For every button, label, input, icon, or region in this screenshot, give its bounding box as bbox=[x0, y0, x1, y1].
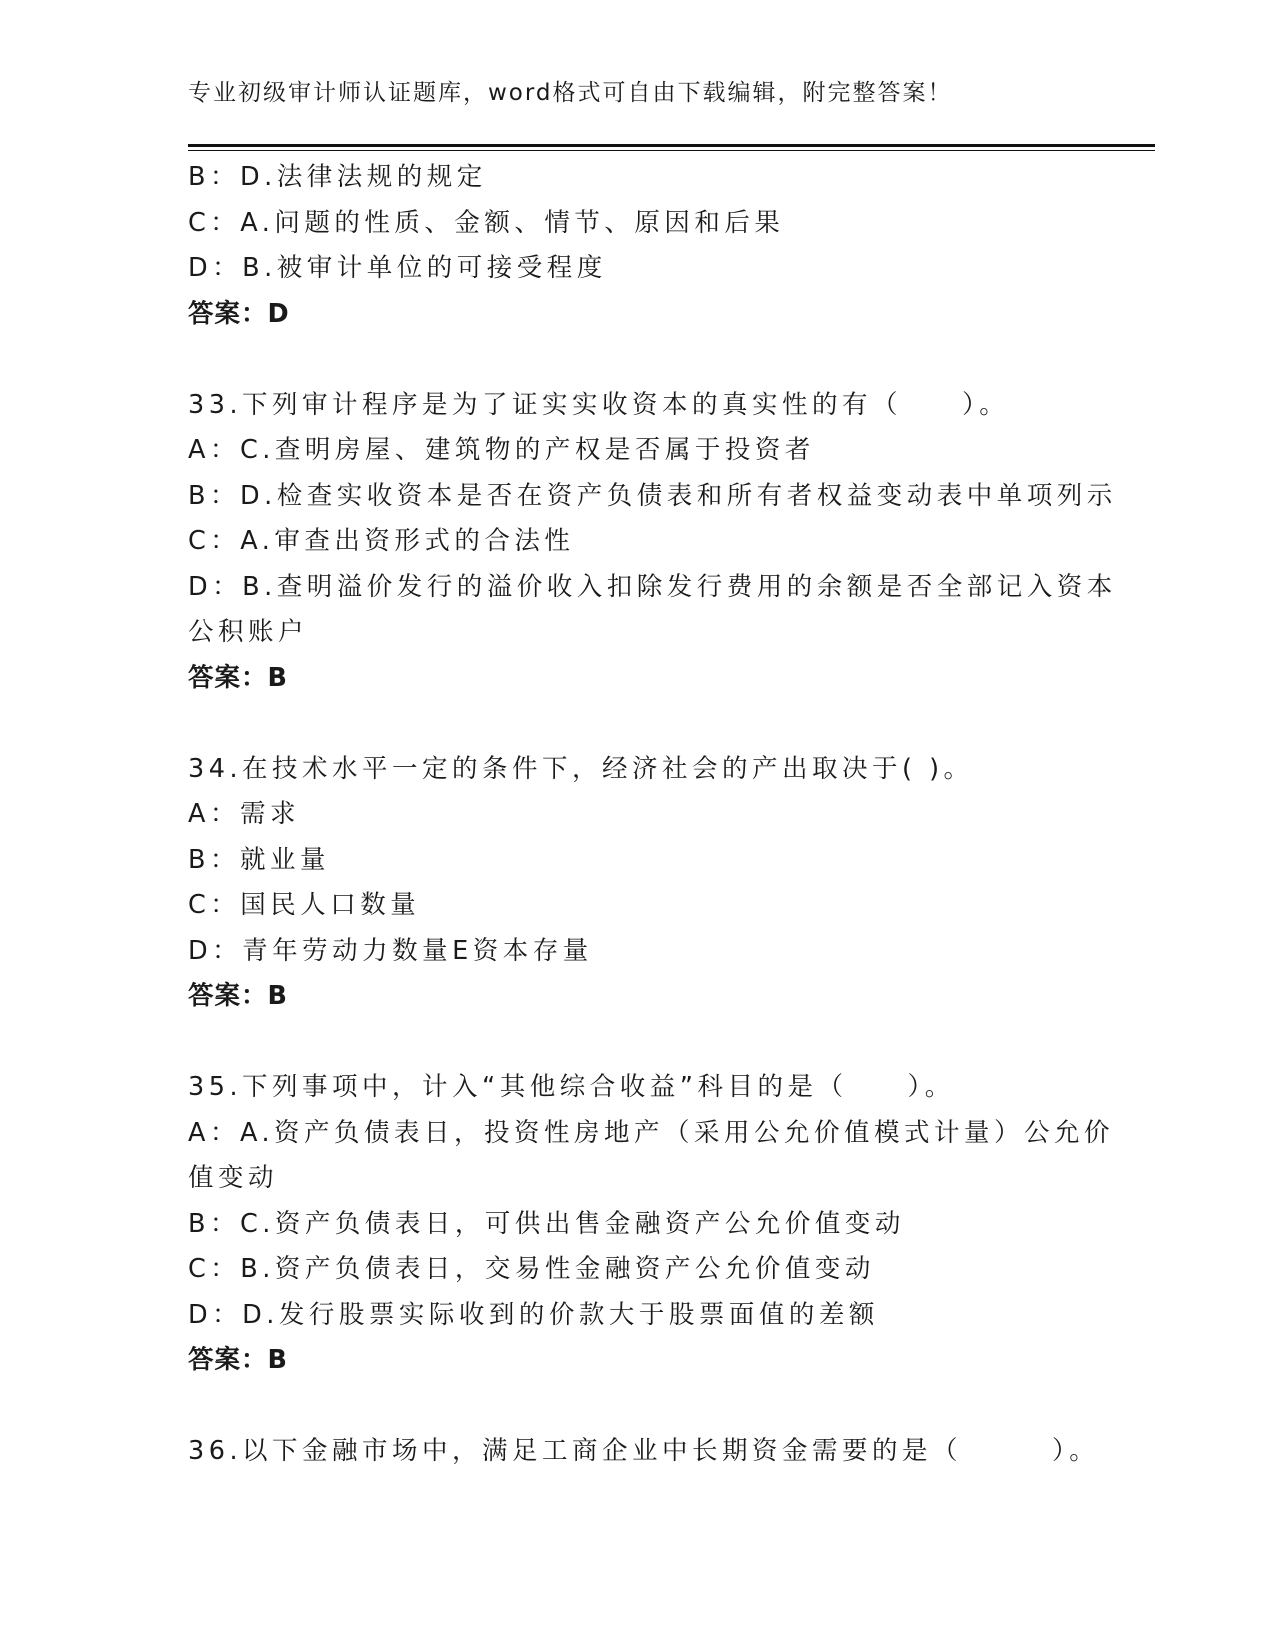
question-stem: 36.以下金融市场中，满足工商企业中长期资金需要的是（ ）。 bbox=[188, 1436, 1100, 1466]
option-line: B：D.法律法规的规定 bbox=[188, 162, 487, 192]
spacer bbox=[188, 1384, 1088, 1430]
answer-line: 答案：B bbox=[188, 662, 288, 693]
question-content bbox=[188, 155, 1117, 1475]
answer-line: 答案：B bbox=[188, 1345, 288, 1375]
option-line: B：就业量 bbox=[188, 844, 330, 875]
question-stem: 34.在技术水平一定的条件下，经济社会的产出取决于( )。 bbox=[188, 753, 974, 784]
question-33-block bbox=[188, 383, 1117, 702]
question-36-block bbox=[188, 1429, 1100, 1475]
option-line: C：A.审查出资形式的合法性 bbox=[188, 526, 575, 556]
option-line: C：国民人口数量 bbox=[188, 890, 421, 920]
spacer bbox=[188, 701, 1088, 747]
option-line: D：B.被审计单位的可接受程度 bbox=[188, 253, 607, 283]
question-stem: 35.下列事项中，计入“其他综合收益”科目的是（ ）。 bbox=[188, 1072, 955, 1102]
question-32-block bbox=[188, 155, 1088, 337]
option-line: C：A.问题的性质、金额、情节、原因和后果 bbox=[188, 207, 785, 238]
option-line: D：D.发行股票实际收到的价款大于股票面值的差额 bbox=[188, 1299, 879, 1330]
question-stem: 33.下列审计程序是为了证实实收资本的真实性的有（ ）。 bbox=[188, 389, 1010, 420]
spacer bbox=[188, 1020, 1088, 1066]
answer-line: 答案：B bbox=[188, 981, 288, 1011]
option-line: A：C.查明房屋、建筑物的产权是否属于投资者 bbox=[188, 435, 815, 465]
option-line: B：C.资产负债表日，可供出售金融资产公允价值变动 bbox=[188, 1208, 905, 1239]
option-line-continued: 公积账户 bbox=[188, 617, 309, 647]
option-line-continued: 值变动 bbox=[188, 1163, 279, 1193]
question-34-block bbox=[188, 747, 1088, 1020]
option-line: B：D.检查实收资本是否在资产负债表和所有者权益变动表中单项列示 bbox=[188, 480, 1117, 511]
option-line: C：B.资产负债表日，交易性金融资产公允价值变动 bbox=[188, 1254, 875, 1284]
answer-line: 答案：D bbox=[188, 298, 290, 329]
question-35-block bbox=[188, 1065, 1115, 1384]
option-line: A：A.资产负债表日，投资性房地产（采用公允价值模式计量）公允价 bbox=[188, 1117, 1115, 1148]
spacer bbox=[188, 337, 1088, 383]
page-header: 专业初级审计师认证题库，word格式可自由下载编辑，附完整答案！ bbox=[188, 80, 953, 106]
header-rule-thick bbox=[188, 144, 1155, 147]
option-line: A：需求 bbox=[188, 799, 300, 829]
option-line: D：B.查明溢价发行的溢价收入扣除发行费用的余额是否全部记入资本 bbox=[188, 571, 1117, 602]
header-rule-thin bbox=[188, 150, 1155, 151]
option-line: D：青年劳动力数量E资本存量 bbox=[188, 935, 593, 966]
